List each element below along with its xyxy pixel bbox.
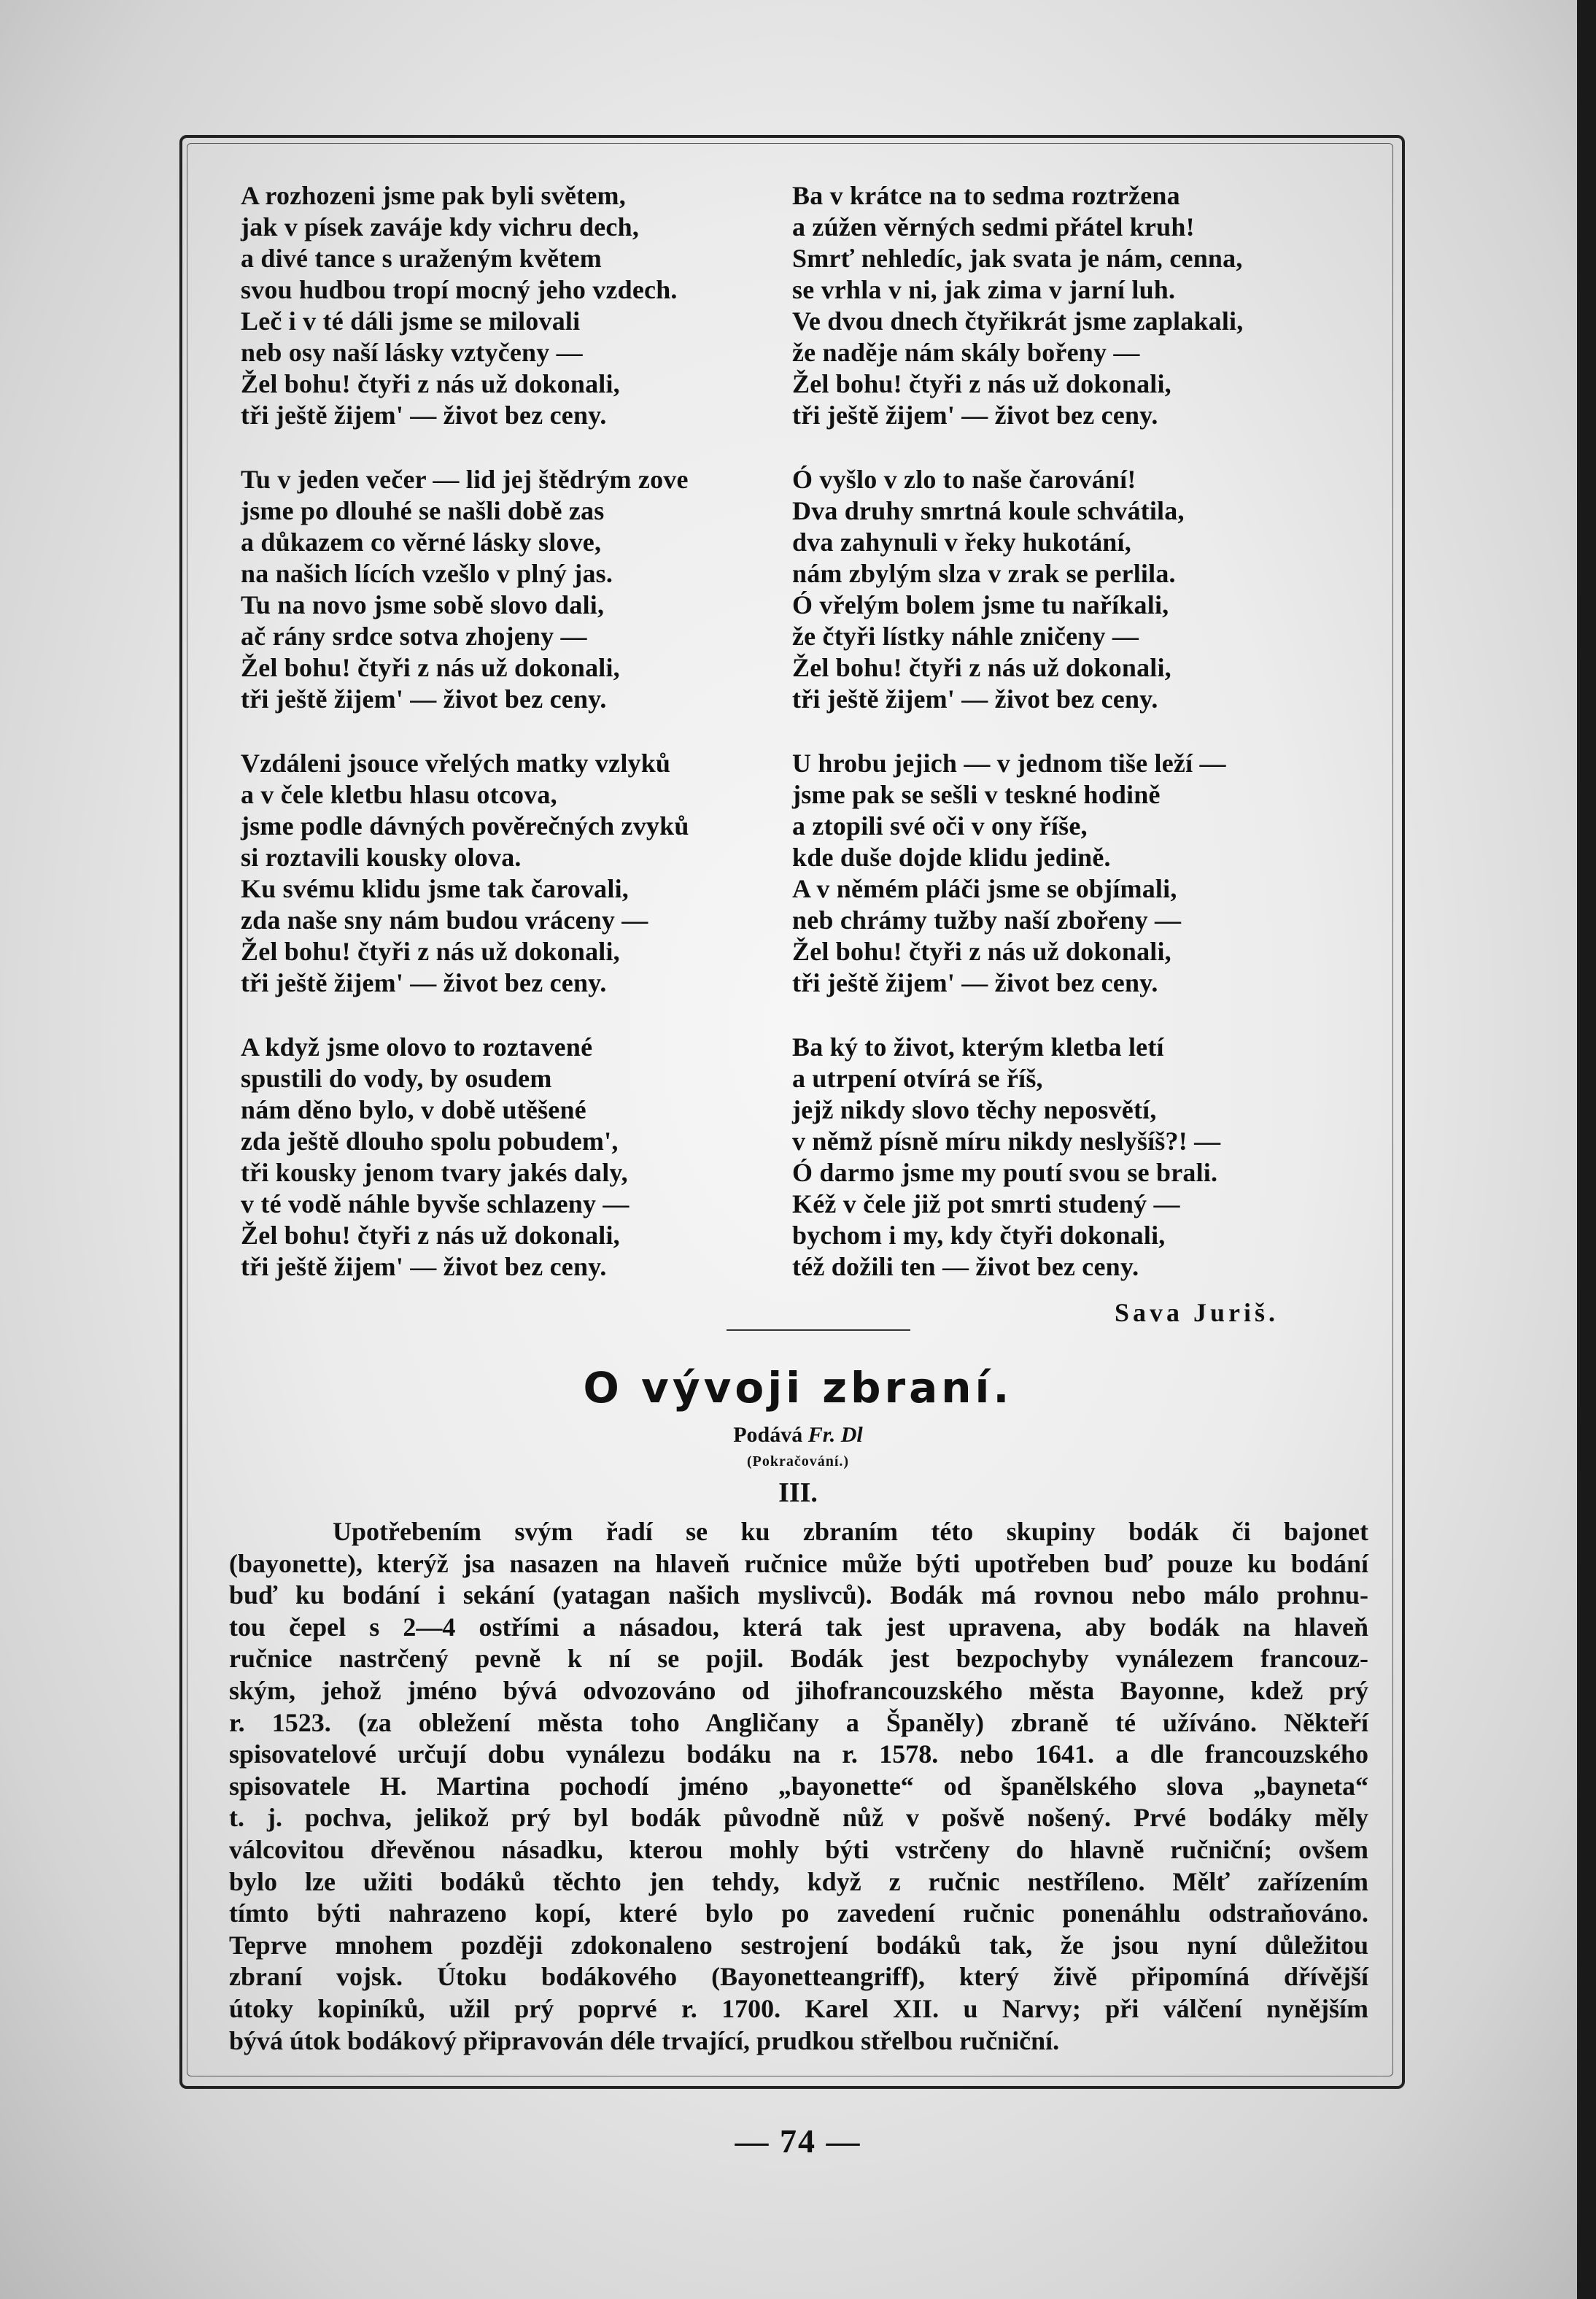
article-line: válcovitou dřevěnou násadku, kterou mohly býti vstrčeny do hlavně ručniční; ovšem xyxy=(229,1834,1368,1864)
article-line: r. 1523. (za obležení města toho Angličany a Španěly) zbraně té užíváno. Někteří xyxy=(229,1707,1368,1737)
poem-line: Ba v krátce na to sedma roztržena xyxy=(792,181,1180,210)
poem-line: tři ještě žijem' — život bez ceny. xyxy=(241,401,607,430)
article-line: spisovatele H. Martina pochodí jméno „bayonette“ od španělského slova „bayneta“ xyxy=(229,1771,1368,1801)
poem-line: tři ještě žijem' — život bez ceny. xyxy=(792,968,1158,997)
poem-line: Ba ký to život, kterým kletba letí xyxy=(792,1032,1164,1062)
poem-line: tři kousky jenom tvary jakés daly, xyxy=(241,1158,628,1187)
article-byline xyxy=(0,1423,1596,1448)
poem-stanza xyxy=(792,464,1185,715)
poem-line: a divé tance s uraženým květem xyxy=(241,244,602,273)
poem-line: Žel bohu! čtyři z nás už dokonali, xyxy=(792,937,1171,966)
poem-line: jsme po dlouhé se našli době zas xyxy=(241,496,605,525)
poem-line: jsme podle dávných pověrečných zvyků xyxy=(241,811,689,841)
poem-line: bychom i my, kdy čtyři dokonali, xyxy=(792,1221,1166,1250)
section-number: III. xyxy=(778,1477,818,1508)
poem-line: Ó vřelým bolem jsme tu naříkali, xyxy=(792,590,1169,619)
poem-line: jejž nikdy slovo těchy neposvětí, xyxy=(792,1095,1157,1124)
poem-line: v němž písně míru nikdy neslyšíš?! — xyxy=(792,1127,1221,1156)
poem-line: že čtyři lístky náhle zničeny — xyxy=(792,622,1139,651)
poem-line: Ó vyšlo v zlo to naše čarování! xyxy=(792,465,1136,494)
article-line: ručnice nastrčený pevně k ní se pojil. Bodák jest bezpochyby vynálezem francouz- xyxy=(229,1644,1368,1674)
poem-line: v té vodě náhle byvše schlazeny — xyxy=(241,1189,630,1218)
poem-line: a utrpení otvírá se říš, xyxy=(792,1064,1043,1093)
poem-line: Ó darmo jsme my poutí svou se brali. xyxy=(792,1158,1218,1187)
poem-line: A rozhozeni jsme pak byli světem, xyxy=(241,181,626,210)
scan-edge-strip xyxy=(1577,0,1596,2299)
poem-stanza xyxy=(792,1032,1220,1283)
poem-line: tři ještě žijem' — život bez ceny. xyxy=(241,968,607,997)
poem-line: Žel bohu! čtyři z nás už dokonali, xyxy=(241,369,620,398)
poem-line: Kéž v čele již pot smrti studený — xyxy=(792,1189,1180,1218)
poem-line: si roztavili kousky olova. xyxy=(241,843,522,872)
section-divider xyxy=(727,1329,910,1331)
poem-line: Vzdáleni jsouce vřelých matky vzlyků xyxy=(241,749,671,778)
poem-line: U hrobu jejich — v jednom tiše leží — xyxy=(792,749,1226,778)
article-line: bývá útok bodákový připravován déle trvající, prudkou střelbou ručniční. xyxy=(229,2025,1060,2055)
article-line: ským, jehož jméno bývá odvozováno od jihofrancouzského města Bayonne, kdež prý xyxy=(229,1675,1368,1705)
poem-line: Ku svému klidu jsme tak čarovali, xyxy=(241,874,629,903)
poem-line: Smrť nehledíc, jak svata je nám, cenna, xyxy=(792,244,1243,273)
byline-author: Fr. Dl xyxy=(807,1423,863,1447)
poem-line: též dožili ten — život bez ceny. xyxy=(792,1252,1139,1281)
poem-line: tři ještě žijem' — život bez ceny. xyxy=(792,684,1158,714)
poem-line: že naděje nám skály bořeny — xyxy=(792,338,1140,367)
poem-stanza xyxy=(241,464,689,715)
poem-line: kde duše dojde klidu jedině. xyxy=(792,843,1111,872)
article-line: zbraní vojsk. Útoku bodákového (Bayonetteangriff), který živě připomíná dřívější xyxy=(229,1962,1368,1992)
poem-line: a zúžen věrných sedmi přátel kruh! xyxy=(792,212,1195,242)
poem-line: Tu v jeden večer — lid jej štědrým zove xyxy=(241,465,689,494)
poem-line: neb chrámy tužby naší zbořeny — xyxy=(792,905,1182,935)
poem-line: nám děno bylo, v době utěšené xyxy=(241,1095,586,1124)
poem-line: a důkazem co věrné lásky slove, xyxy=(241,528,602,557)
article-line: t. j. pochva, jelikož prý byl bodák původně nůž v pošvě nošený. Prvé bodáky měly xyxy=(229,1803,1368,1833)
article-line: Teprve mnohem později zdokonaleno sestrojení bodáků tak, že jsou nyní důležitou xyxy=(229,1930,1368,1960)
poem-line: ač rány srdce sotva zhojeny — xyxy=(241,622,587,651)
page-number: — 74 — xyxy=(735,2122,861,2160)
poem-line: dva zahynuli v řeky hukotání, xyxy=(792,528,1131,557)
poem-signature: Sava Juriš. xyxy=(1115,1298,1279,1327)
poem-stanza xyxy=(241,1032,630,1283)
poem-line: Žel bohu! čtyři z nás už dokonali, xyxy=(241,653,620,682)
article-title: O vývoji zbraní. xyxy=(583,1363,1013,1413)
article-line: tou čepel s 2—4 ostřími a násadou, která tak jest upravena, aby bodák na hlaveň xyxy=(229,1612,1368,1642)
poem-line: tři ještě žijem' — život bez ceny. xyxy=(241,684,607,714)
article-line: tímto býti nahrazeno kopí, které bylo po zavedení ručnic ponenáhlu odstraňováno. xyxy=(229,1898,1368,1928)
poem-line: spustili do vody, by osudem xyxy=(241,1064,552,1093)
poem-stanza xyxy=(241,180,678,431)
poem-line: zda ještě dlouho spolu pobudem', xyxy=(241,1127,619,1156)
poem-line: svou hudbou tropí mocný jeho vzdech. xyxy=(241,275,678,304)
poem-line: Žel bohu! čtyři z nás už dokonali, xyxy=(792,653,1171,682)
poem-line: Žel bohu! čtyři z nás už dokonali, xyxy=(241,937,620,966)
poem-line: Dva druhy smrtná koule schvátila, xyxy=(792,496,1185,525)
article-line: bylo lze užiti bodáků těchto jen tehdy, když z ručnic nestříleno. Mělť zařízením xyxy=(229,1866,1368,1896)
poem-line: Ve dvou dnech čtyřikrát jsme zaplakali, xyxy=(792,306,1244,336)
poem-stanza xyxy=(792,748,1226,999)
article-body xyxy=(229,1516,1368,2057)
article-line: Upotřebením svým řadí se ku zbraním této skupiny bodák či bajonet xyxy=(333,1517,1368,1546)
poem-stanza xyxy=(241,748,689,999)
poem-line: neb osy naší lásky vztyčeny — xyxy=(241,338,583,367)
poem-line: Žel bohu! čtyři z nás už dokonali, xyxy=(241,1221,620,1250)
poem-line: a ztopili své oči v ony říše, xyxy=(792,811,1088,841)
poem-line: na našich lících vzešlo v plný jas. xyxy=(241,559,613,588)
article-line: (bayonette), kterýž jsa nasazen na hlaveň ručnice může býti upotřeben buď pouze ku bodání xyxy=(229,1548,1368,1578)
article-line: spisovatelové určují dobu vynálezu bodáku na r. 1578. nebo 1641. a dle francouzského xyxy=(229,1739,1368,1769)
poem-line: zda naše sny nám budou vráceny — xyxy=(241,905,648,935)
poem-line: A když jsme olovo to roztavené xyxy=(241,1032,593,1062)
poem-line: Žel bohu! čtyři z nás už dokonali, xyxy=(792,369,1171,398)
article-line: útoky kopiníků, užil prý poprvé r. 1700. Karel XII. u Narvy; při válčení nynějším xyxy=(229,1993,1368,2023)
poem-line: jsme pak se sešli v teskné hodině xyxy=(792,780,1161,809)
poem-line: a v čele kletbu hlasu otcova, xyxy=(241,780,557,809)
poem-line: tři ještě žijem' — život bez ceny. xyxy=(241,1252,607,1281)
poem-stanza xyxy=(792,180,1243,431)
poem-line: se vrhla v ni, jak zima v jarní luh. xyxy=(792,275,1176,304)
poem-line: jak v písek zaváje kdy vichru dech, xyxy=(241,212,640,242)
poem-line: A v němém pláči jsme se objímali, xyxy=(792,874,1177,903)
article-line: buď ku bodání i sekání (yatagan našich myslivců). Bodák má rovnou nebo málo prohnu- xyxy=(229,1580,1368,1610)
byline-prefix: Podává xyxy=(733,1423,803,1447)
continued-note: (Pokračování.) xyxy=(746,1453,850,1469)
poem-line: tři ještě žijem' — život bez ceny. xyxy=(792,401,1158,430)
poem-line: nám zbylým slza v zrak se perlila. xyxy=(792,559,1176,588)
poem-line: Tu na novo jsme sobě slovo dali, xyxy=(241,590,605,619)
poem-line: Leč i v té dáli jsme se milovali xyxy=(241,306,581,336)
